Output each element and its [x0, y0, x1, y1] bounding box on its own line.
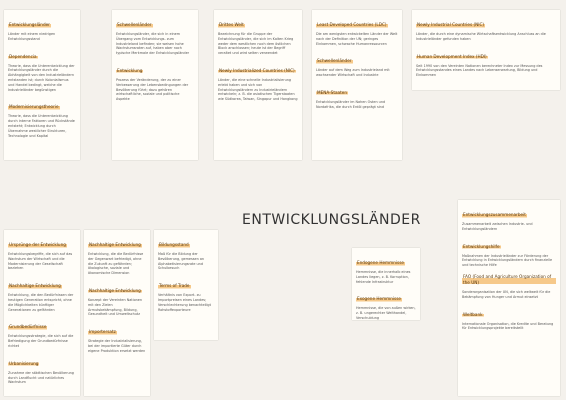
- entry-title: Terms of Trade: [159, 283, 190, 289]
- entry-title: Entwicklungshilfe: [463, 243, 500, 249]
- entry: [416, 45, 556, 78]
- entry-title: Human Development Index (HDI): [417, 53, 487, 59]
- card-bottom-left: [4, 230, 80, 396]
- entry-title: Entwicklung: [117, 67, 143, 73]
- entry-title: Schwellenländer: [117, 22, 152, 27]
- entry-text: Theorie, dass die Unterentwicklung der Entwicklungsländer durch die Abhängigkeit von den Industrieländern entstanden ist; durch Kolonialismus und Handel bedingt, welche die Industrieländer begünstigen: [8, 63, 75, 92]
- entry-text: Entwicklungsländer, die sich in einem Übergang vom Entwicklungs- zum Industrieland befinden; sie weisen hohe Wachstumsraten auf, haben aber noch typische Merkmale der Entwicklungsländer: [116, 32, 190, 56]
- entry-title: Ursprünge der Entwicklung: [9, 242, 66, 247]
- card-col5: [412, 10, 560, 90]
- entry: [8, 45, 76, 93]
- entry-title: FAO (Food and Agriculture Organization of the UN): [462, 274, 556, 285]
- entry-title: Importersatz: [89, 329, 116, 335]
- entry-title: Grundbedürfnisse: [9, 324, 47, 330]
- entry: [356, 251, 416, 284]
- entry: [316, 49, 398, 78]
- entry: [8, 274, 76, 312]
- entry-text: Theorie, dass die Unterentwicklung durch interne Faktoren und Rückstände entsteht; Entwicklung durch Übernahme westlicher Strukturen, Technologie und Kapital: [8, 114, 75, 138]
- entry-text: Entwicklung, die den Bedürfnissen der heutigen Generation entspricht, ohne die Möglichkeiten künftiger Generationen zu gefährden: [8, 293, 74, 312]
- entry: [356, 287, 416, 320]
- entry: [88, 233, 146, 276]
- entry-text: Strategie der Industrialisierung, bei der importierte Güter durch eigene Produktion ersetzt werden: [88, 339, 146, 353]
- entry-title: Modernisierungstheorie: [9, 104, 59, 110]
- card-col3: [214, 10, 302, 160]
- entry-text: Hemmnisse, die von außen wirken, z. B. ungerechter Welthandel, Verschuldung: [356, 306, 416, 320]
- entry: [218, 13, 298, 56]
- entry-title: Urbanisierung: [9, 360, 39, 366]
- entry: [116, 59, 194, 102]
- entry: [8, 352, 76, 385]
- card-col2: [112, 10, 198, 160]
- entry: [462, 271, 556, 300]
- card-bottom-right2: [458, 200, 560, 396]
- entry: [462, 203, 556, 232]
- entry: [8, 13, 76, 42]
- entry-text: Zunahme der städtischen Bevölkerung durch Landflucht und natürliches Wachstum: [8, 370, 74, 385]
- entry: [416, 13, 556, 42]
- entry-title: Schwellenländer: [317, 58, 352, 64]
- card-col1: [4, 10, 80, 160]
- entry-text: Entwicklungsländer im Nahen Osten und Nordafrika, die durch Erdöl geprägt sind: [316, 99, 386, 109]
- entry-text: Hemmnisse, die innerhalb eines Landes liegen, z. B. Korruption, fehlende Infrastruktur: [356, 270, 411, 284]
- entry: [158, 233, 214, 271]
- entry-text: Zusammenarbeit zwischen Industrie- und Entwicklungsländern: [462, 222, 533, 231]
- entry-text: Konzept der Vereinten Nationen mit den Zielen Armutsbekämpfung, Bildung, Gesundheit und Umweltschutz: [88, 297, 143, 317]
- entry-text: Entwicklungsstrategie, die sich auf die Befriedigung der Grundbedürfnisse richtet: [8, 334, 74, 348]
- entry-title: Weltbank: [463, 311, 483, 317]
- entry: [116, 13, 194, 56]
- entry: [218, 59, 298, 102]
- entry-text: Länder, die eine schnelle Industrialisierung erlebt haben und sich von Entwicklungsländern zu Industrieländern entwickeln; z. B. die asiatischen Tigerstaaten wie Südkorea, Taiwan, Singapur und Hongkong: [218, 77, 298, 102]
- card-bottom-mid: [84, 230, 150, 396]
- entry-title: Exogene Hemmnisse: [357, 296, 401, 302]
- card-bottom-right1: [352, 248, 420, 320]
- entry: [158, 274, 214, 312]
- entry-text: Länder auf dem Weg zum Industrieland mit wachsender Wirtschaft und Industrie: [316, 68, 390, 78]
- entry-text: Maß für die Bildung der Bevölkerung, gemessen an Alphabetisierungsrate und Schulbesuch: [158, 252, 205, 271]
- entry-title: MENA-Staaten: [317, 89, 347, 95]
- entry-text: Entwicklung, die die Bedürfnisse der Gegenwart befriedigt, ohne die Zukunft zu gefährden; ökologische, soziale und ökonomische Dimension: [88, 252, 144, 276]
- entry: [88, 279, 146, 317]
- entry-title: Dependencia: [9, 53, 37, 59]
- card-bottom-mid2: [154, 230, 218, 340]
- entry-title: Nachhaltige Entwicklung: [89, 242, 141, 247]
- entry: [8, 315, 76, 348]
- entry-title: Endogene Hemmnisse: [357, 260, 404, 265]
- entry-title: Entwicklungszusammenarbeit: [463, 212, 526, 217]
- entry: [88, 320, 146, 353]
- entry-title: Nachhaltige Entwicklung: [89, 287, 141, 293]
- entry: [316, 81, 398, 110]
- entry-title: Bildungsstand: [159, 242, 189, 247]
- entry-title: Nachhaltige Entwicklung: [9, 283, 61, 289]
- entry-title: Least Developed Countries (LDC): [317, 22, 387, 27]
- entry-text: Maßnahmen der Industrieländer zur Förderung der Entwicklung in Entwicklungsländern durch finanzielle und technische Hilfe: [462, 253, 553, 268]
- entry-text: Internationale Organisation, die Kredite und Beratung für Entwicklungsprojekte bereitstellt: [462, 321, 554, 331]
- entry-title: Newly Industrial Countries (NIC): [417, 22, 485, 27]
- entry-text: Prozess der Veränderung, der zu einer Verbesserung der Lebensbedingungen der Bevölkerung führt; dazu gehören wirtschaftliche, soziale und politische Aspekte: [116, 77, 189, 102]
- page-title: ENTWICKLUNGSLÄNDER: [242, 212, 421, 228]
- entry-text: Verhältnis von Export- zu Importpreisen eines Landes; Verschlechterung benachteiligt Rohstoffexporteure: [158, 293, 211, 312]
- card-col4: [312, 10, 402, 160]
- entry-text: Länder mit einem niedrigen Entwicklungsstand: [8, 32, 56, 41]
- entry-title: Drittes Welt: [219, 22, 244, 27]
- entry-text: Seit 1990 von den Vereinten Nationen berechneter Index zur Messung des Entwicklungsstandes eines Landes nach Lebenserwartung, Bildung und Einkommen: [416, 63, 543, 78]
- entry: [462, 235, 556, 268]
- entry-text: Entwicklungsbegriffe, die sich auf das Wachstum der Wirtschaft und die Modernisierung der Gesellschaft beziehen: [8, 252, 73, 271]
- entry-text: Die am wenigsten entwickelten Länder der Welt nach der Definition der UN; geringes Einkommen, schwache Humanressourcen: [316, 32, 398, 46]
- entry-title: Entwicklungsländer: [9, 22, 50, 27]
- entry: [8, 233, 76, 271]
- entry: [462, 303, 556, 332]
- entry: [316, 13, 398, 46]
- entry-text: Bezeichnung für die Gruppe der Entwicklungsländer, die sich im Kalten Krieg weder dem westlichen noch dem östlichen Block anschlossen; heute ist der Begriff veraltet und wird selten verwendet: [218, 32, 294, 56]
- entry-title: Newly Industrialized Countries (NIC): [219, 67, 295, 73]
- entry: [8, 95, 76, 138]
- entry-text: Länder, die durch eine dynamische Wirtschaftsentwicklung Anschluss an die Industrieländer gefunden haben: [416, 32, 546, 41]
- entry-text: Sonderorganisation der UN, die sich weltweit für die Bekämpfung von Hunger und Armut einsetzt: [462, 289, 551, 299]
